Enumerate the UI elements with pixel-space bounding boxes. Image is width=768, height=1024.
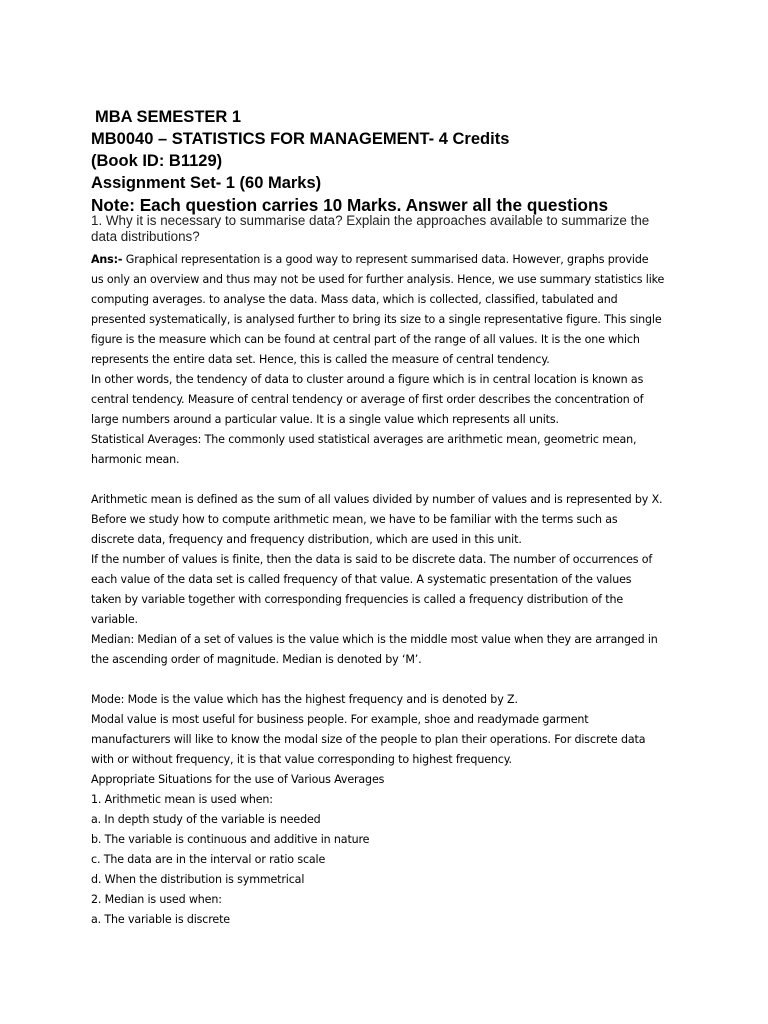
document-header (91, 106, 731, 216)
answer-line: represents the entire data set. Hence, this is called the measure of central tendency. (91, 353, 550, 366)
answer-body (91, 250, 691, 930)
list-item: d. When the distribution is symmetrical (91, 873, 305, 886)
answer-line: Appropriate Situations for the use of Various Averages (91, 773, 385, 786)
blank-line (91, 470, 691, 490)
answer-line: Before we study how to compute arithmetic mean, we have to be familiar with the terms such as (91, 513, 618, 526)
answer-line: Modal value is most useful for business people. For example, shoe and readymade garment (91, 713, 589, 726)
answer-line: Median: Median of a set of values is the value which is the middle most value when they are arranged in (91, 633, 658, 646)
answer-label: Ans:- (91, 253, 123, 266)
answer-line: large numbers around a particular value. It is a single value which represents all units. (91, 413, 559, 426)
answer-line: us only an overview and thus may not be used for further analysis. Hence, we use summary statistics like (91, 273, 665, 286)
answer-line: In other words, the tendency of data to cluster around a figure which is in central location is known as (91, 373, 644, 386)
answer-line: with or without frequency, it is that value corresponding to highest frequency. (91, 753, 512, 766)
list-item: b. The variable is continuous and additive in nature (91, 833, 370, 846)
answer-line: variable. (91, 613, 138, 626)
question-text (91, 213, 711, 245)
answer-line: Arithmetic mean is defined as the sum of all values divided by number of values and is represented by X. (91, 493, 663, 506)
answer-line: the ascending order of magnitude. Median is denoted by ‘M’. (91, 653, 422, 666)
answer-line: If the number of values is finite, then the data is said to be discrete data. The number of occurrences of (91, 553, 653, 566)
list-item: c. The data are in the interval or ratio scale (91, 853, 326, 866)
semester-heading: MBA SEMESTER 1 (95, 108, 242, 126)
question-line: 1. Why it is necessary to summarise data? Explain the approaches available to summarize the (91, 213, 650, 228)
answer-line (91, 250, 691, 270)
blank-line (91, 670, 691, 690)
answer-line: harmonic mean. (91, 453, 180, 466)
list-item: a. In depth study of the variable is needed (91, 813, 321, 826)
answer-line: figure is the measure which can be found at central part of the range of all values. It is the one which (91, 333, 640, 346)
answer-line: each value of the data set is called frequency of that value. A systematic presentation of the values (91, 573, 632, 586)
list-item: 2. Median is used when: (91, 893, 222, 906)
course-heading: MB0040 – STATISTICS FOR MANAGEMENT- 4 Credits (91, 130, 510, 148)
assignment-heading: Assignment Set- 1 (60 Marks) (91, 174, 322, 192)
note-heading: Note: Each question carries 10 Marks. Answer all the questions (91, 195, 609, 215)
answer-text: Graphical representation is a good way to represent summarised data. However, graphs provide (122, 253, 649, 266)
answer-line: presented systematically, is analysed further to bring its size to a single representative figure. This single (91, 313, 662, 326)
answer-line: Statistical Averages: The commonly used statistical averages are arithmetic mean, geometric mean, (91, 433, 637, 446)
answer-line: manufacturers will like to know the modal size of the people to plan their operations. For discrete data (91, 733, 646, 746)
question-line: data distributions? (91, 229, 200, 244)
list-item: 1. Arithmetic mean is used when: (91, 793, 273, 806)
answer-line: discrete data, frequency and frequency distribution, which are used in this unit. (91, 533, 522, 546)
book-id-heading: (Book ID: B1129) (91, 152, 223, 170)
answer-line: computing averages. to analyse the data. Mass data, which is collected, classified, tabulated and (91, 293, 618, 306)
answer-line: central tendency. Measure of central tendency or average of first order describes the concentration of (91, 393, 644, 406)
answer-line: taken by variable together with corresponding frequencies is called a frequency distribution of the (91, 593, 624, 606)
answer-line: Mode: Mode is the value which has the highest frequency and is denoted by Z. (91, 693, 518, 706)
list-item: a. The variable is discrete (91, 913, 230, 926)
